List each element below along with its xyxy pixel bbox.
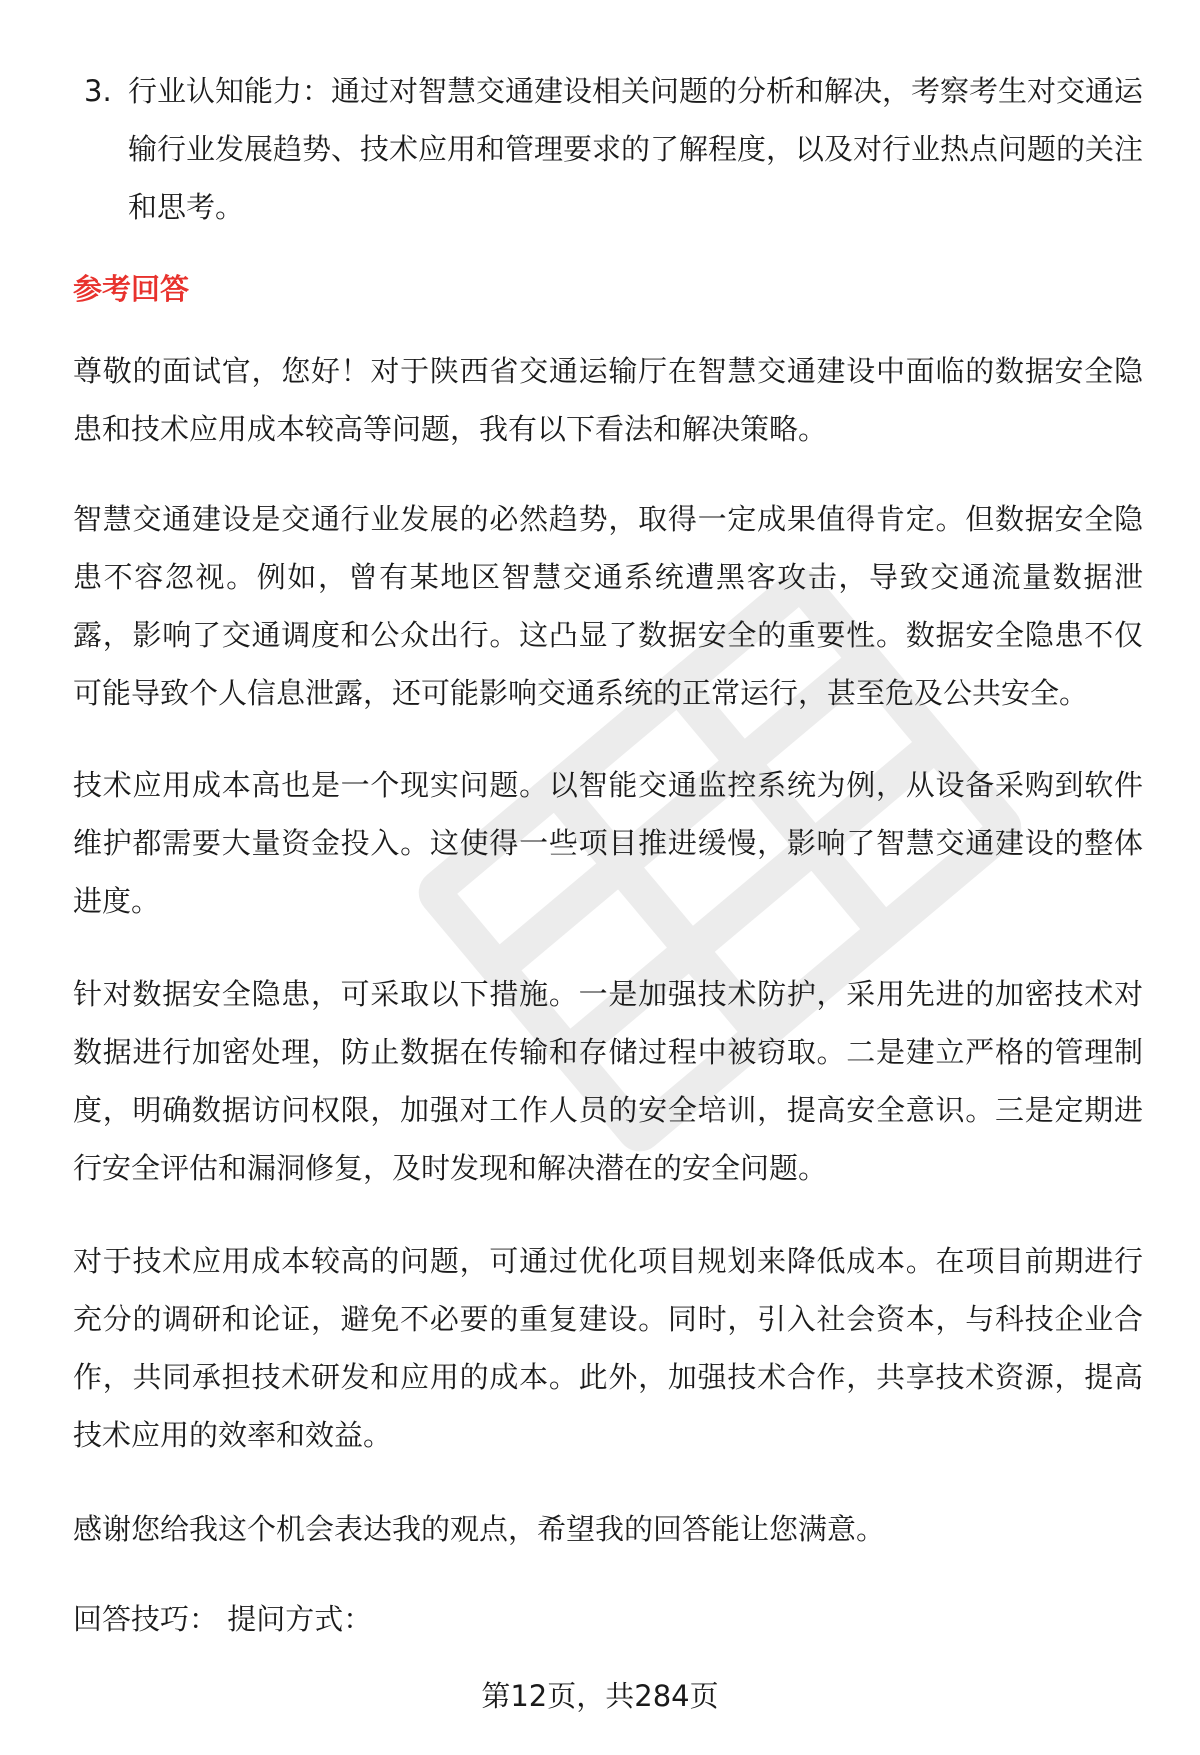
section-heading-reference-answer: 参考回答 [73, 272, 190, 306]
list-item-industry-awareness [84, 62, 1144, 236]
paragraph-cost-measures: 对于技术应用成本较高的问题，可通过优化项目规划来降低成本。在项目前期进行充分的调研和论证，避免不必要的重复建设。同时，引入社会资本，与科技企业合作，共同承担技术研发和应用的成本。此外，加强技术合作，共享技术资源，提高技术应用的效率和效益。 [73, 1244, 1143, 1452]
paragraph-greeting: 尊敬的面试官，您好！对于陕西省交通运输厅在智慧交通建设中面临的数据安全隐患和技术应用成本较高等问题，我有以下看法和解决策略。 [73, 354, 1143, 446]
paragraph-security-measures: 针对数据安全隐患，可采取以下措施。一是加强技术防护，采用先进的加密技术对数据进行加密处理，防止数据在传输和存储过程中被窃取。二是建立严格的管理制度，明确数据访问权限，加强对工作人员的安全培训，提高安全意识。三是定期进行安全评估和漏洞修复，及时发现和解决潜在的安全问题。 [73, 977, 1143, 1185]
paragraph-closing: 感谢您给我这个机会表达我的观点，希望我的回答能让您满意。 [73, 1512, 886, 1546]
paragraph-cost-issue: 技术应用成本高也是一个现实问题。以智能交通监控系统为例，从设备采购到软件维护都需要大量资金投入。这使得一些项目推进缓慢，影响了智慧交通建设的整体进度。 [73, 768, 1143, 918]
paragraph-data-security: 智慧交通建设是交通行业发展的必然趋势，取得一定成果值得肯定。但数据安全隐患不容忽视。例如，曾有某地区智慧交通系统遭黑客攻击，导致交通流量数据泄露，影响了交通调度和公众出行。这凸显了数据安全的重要性。数据安全隐患不仅可能导致个人信息泄露，还可能影响交通系统的正常运行，甚至危及公共安全。 [73, 502, 1143, 710]
paragraph-answer-tips: 回答技巧： 提问方式： [73, 1602, 373, 1636]
page-number-footer: 第12页，共284页 [481, 1679, 719, 1713]
list-item-number: 3. [84, 74, 112, 108]
list-item-text: 行业认知能力：通过对智慧交通建设相关问题的分析和解决，考察考生对交通运输行业发展趋势、技术应用和管理要求的了解程度，以及对行业热点问题的关注和思考。 [128, 74, 1144, 224]
